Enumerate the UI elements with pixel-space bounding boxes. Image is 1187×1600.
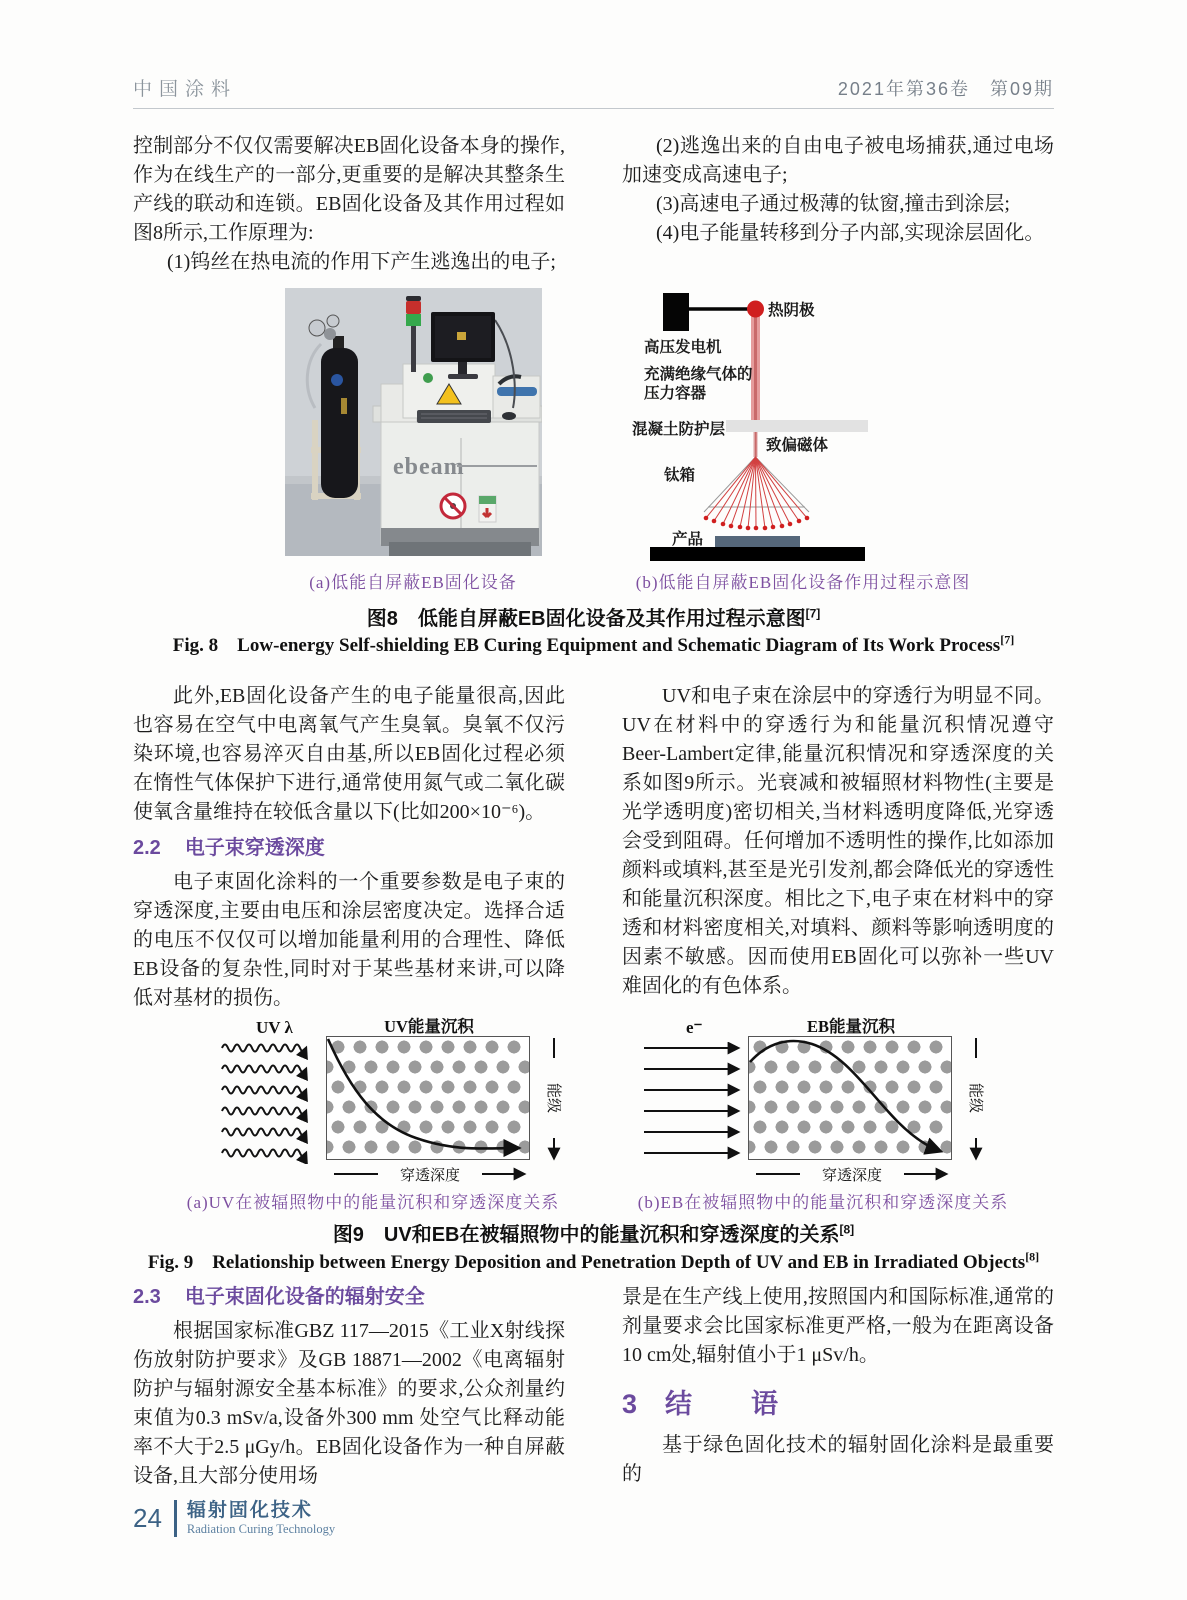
uv-energy-axis-label: 能级 bbox=[545, 1082, 561, 1114]
ref-8: [8] bbox=[839, 1222, 855, 1237]
list-item-2: (2)逃逸出来的自由电子被电场捕获,通过电场加速变成高速电子; bbox=[622, 135, 1054, 186]
penetration-paragraph: 电子束固化涂料的一个重要参数是电子束的穿透深度,主要由电压和涂层密度决定。选择合适的电压不仅仅可以增加能量利用的合理性、降低EB设备的复杂性,同时对于某些基材来讲,可以降低对基材的损伤。 bbox=[133, 871, 565, 1009]
section-2-3-heading: 2.3 电子束固化设备的辐射安全 bbox=[133, 1286, 425, 1308]
fig9-caption-a: (a)UV在被辐照物中的能量沉积和穿透深度关系 bbox=[186, 1193, 560, 1212]
page-number: 24 bbox=[133, 1503, 162, 1533]
fig9-panel-eb bbox=[630, 1016, 1032, 1186]
eb-deposition-curve bbox=[748, 1036, 950, 1158]
hot-cathode-shape bbox=[747, 301, 764, 318]
concrete-layer-shape bbox=[726, 420, 868, 432]
fig9-caption-b: (b)EB在被辐照物中的能量沉积和穿透深度关系 bbox=[637, 1193, 1009, 1212]
eb-equipment-photo bbox=[285, 288, 542, 556]
radiation-safety-paragraph: 根据国家标准GBZ 117—2015《工业X射线探伤放射防护要求》及GB 18871—2002《电离辐射防护与辐射源安全基本标准》的要求,公众剂量约束值为0.3 mSv/a,设备外300 mm 处空气比释动能率不大于2.5 μGy/h。EB固化设备作为一种自屏蔽设备,且大部分使用场 bbox=[133, 1320, 565, 1487]
figure8 bbox=[133, 280, 1054, 662]
label-hot-cathode: 热阴极 bbox=[768, 302, 815, 319]
list-item-1: (1)钨丝在热电流的作用下产生逃逸出的电子; bbox=[167, 251, 556, 273]
label-ti-box: 钛箱 bbox=[664, 467, 696, 484]
middle-right-column bbox=[622, 682, 1054, 1013]
footer-section-en: Radiation Curing Technology bbox=[186, 1522, 336, 1536]
fig9-panel-uv bbox=[208, 1016, 610, 1186]
page-header bbox=[133, 74, 1054, 109]
label-product: 产品 bbox=[672, 531, 704, 548]
fig9-caption-zh: 图9 UV和EB在被辐照物中的能量沉积和穿透深度的关系[8] bbox=[332, 1222, 855, 1246]
intro-section bbox=[133, 132, 1054, 277]
green-light bbox=[406, 314, 421, 326]
product-shape bbox=[715, 536, 800, 547]
page-footer bbox=[133, 1500, 1054, 1537]
paragraph: 控制部分不仅仅需要解决EB固化设备本身的操作,作为在线生产的一部分,更重要的是解决其整条生产线的联动和连锁。EB固化设备及其作用过程如图8所示,工作原理为: bbox=[133, 135, 565, 244]
uv-box-title: UV能量沉积 bbox=[384, 1017, 474, 1036]
list-item-4: (4)电子能量转移到分子内部,实现涂层固化。 bbox=[656, 222, 1045, 244]
ref-7-en: [7] bbox=[1000, 632, 1015, 647]
uv-depth-axis bbox=[326, 1164, 536, 1184]
conclusion-paragraph: 基于绿色固化技术的辐射固化涂料是最重要的 bbox=[622, 1434, 1054, 1485]
label-vessel-2: 压力容器 bbox=[644, 385, 707, 402]
uv-decay-curve bbox=[326, 1036, 528, 1158]
uv-source-label: UV λ bbox=[256, 1018, 293, 1037]
intro-right-column bbox=[622, 132, 1054, 277]
base-shape bbox=[650, 547, 865, 561]
footer-section bbox=[174, 1500, 335, 1537]
middle-section bbox=[133, 682, 1054, 1013]
electron-beam-fan bbox=[706, 457, 807, 528]
red-light bbox=[406, 301, 421, 314]
fig8-caption-en: Fig. 8 Low-energy Self-shielding EB Curing Equipment and Schematic Diagram of Its Work Process[7] bbox=[172, 632, 1015, 656]
label-magnet: 致偏磁体 bbox=[766, 437, 829, 454]
fig9-caption-en: Fig. 9 Relationship between Energy Deposition and Penetration Depth of UV and EB in Irradiated Objects[8] bbox=[147, 1249, 1040, 1273]
uv-depth-axis-label: 穿透深度 bbox=[399, 1168, 461, 1184]
hv-generator-shape bbox=[663, 293, 689, 331]
journal-name: 中国涂料 bbox=[133, 79, 238, 100]
issue-info: 2021年第36卷 第09期 bbox=[837, 79, 1054, 99]
section-3-heading: 3 结 语 bbox=[622, 1389, 795, 1419]
ref-8-en: [8] bbox=[1025, 1249, 1040, 1264]
figure9 bbox=[133, 1002, 1054, 1277]
label-vessel-1: 充满绝缘气体的 bbox=[644, 366, 753, 383]
ref-7: [7] bbox=[805, 606, 821, 621]
eb-source-label: e⁻ bbox=[686, 1018, 703, 1037]
eb-box-title: EB能量沉积 bbox=[806, 1017, 895, 1036]
ebeam-logo: ebeam bbox=[393, 454, 465, 480]
intro-left-column bbox=[133, 132, 565, 277]
fig8-caption-zh: 图8 低能自屏蔽EB固化设备及其作用过程示意图[7] bbox=[366, 606, 821, 630]
continuation-paragraph: 景是在生产线上使用,按照国内和国际标准,通常的剂量要求会比国家标准更严格,一般为在距离设备10 cm处,辐射值小于1 μSv/h。 bbox=[622, 1286, 1054, 1366]
eb-electron-arrows bbox=[642, 1042, 754, 1164]
uv-wave-arrows bbox=[220, 1042, 332, 1164]
fig8-caption-a: (a)低能自屏蔽EB固化设备 bbox=[309, 573, 517, 592]
bottom-right-column bbox=[622, 1283, 1054, 1491]
bottom-section bbox=[133, 1283, 1054, 1491]
eb-depth-axis bbox=[748, 1164, 958, 1184]
bottom-left-column bbox=[133, 1283, 565, 1491]
eb-schematic-diagram bbox=[620, 280, 920, 565]
label-hv-generator: 高压发电机 bbox=[644, 339, 722, 356]
middle-left-column bbox=[133, 682, 565, 1013]
label-concrete: 混凝土防护层 bbox=[632, 421, 726, 438]
eb-depth-axis-label: 穿透深度 bbox=[821, 1168, 883, 1184]
eb-energy-axis bbox=[964, 1034, 990, 1162]
footer-section-zh: 辐射固化技术 bbox=[186, 1500, 313, 1521]
ozone-paragraph: 此外,EB固化设备产生的电子能量很高,因此也容易在空气中电离氧气产生臭氧。臭氧不仅污染环境,也容易淬灭自由基,所以EB固化过程必须在惰性气体保护下进行,通常使用氮气或二氧化碳使氧含量维持在较低含量以下(比如200×10⁻⁶)。 bbox=[133, 685, 565, 823]
eb-energy-axis-label: 能级 bbox=[967, 1082, 983, 1114]
section-2-2-heading: 2.2 电子束穿透深度 bbox=[133, 837, 325, 859]
fig8-caption-b: (b)低能自屏蔽EB固化设备作用过程示意图 bbox=[635, 573, 971, 592]
uv-eb-paragraph: UV和电子束在涂层中的穿透行为明显不同。UV在材料中的穿透行为和能量沉积情况遵守Beer-Lambert定律,能量沉积情况和穿透深度的关系如图9所示。光衰减和被辐照材料物性(主要是光学透明度)密切相关,当材料透明度降低,光穿透会受到阻碍。任何增加不透明性的操作,比如添加颜料或填料,甚至是光引发剂,都会降低光的穿透性和能量沉积深度。相比之下,电子束在材料中的穿透和材料密度相关,对填料、颜料等影响透明度的因素不敏感。因而使用EB固化可以弥补一些UV难固化的有色体系。 bbox=[622, 685, 1054, 997]
list-item-3: (3)高速电子通过极薄的钛窗,撞击到涂层; bbox=[656, 193, 1010, 215]
uv-energy-axis bbox=[542, 1034, 568, 1162]
